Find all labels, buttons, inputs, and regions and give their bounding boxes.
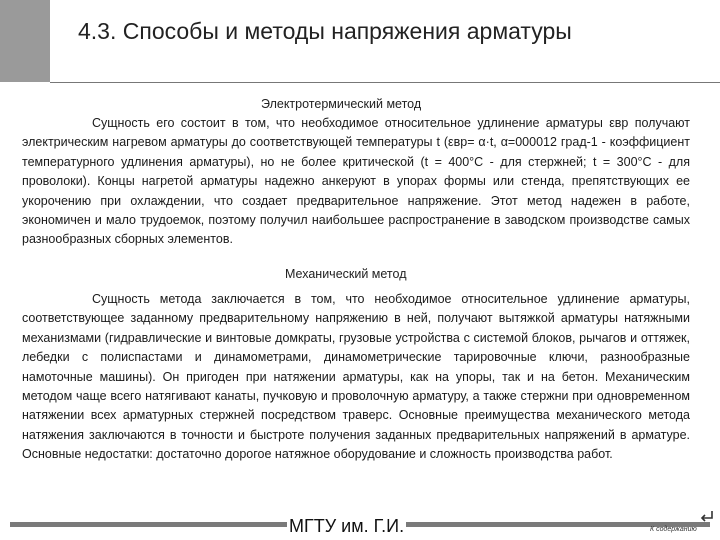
title-accent-bar [0,0,50,82]
section-text-mechanical: Сущность метода заключается в том, что необходимое относительное удлинение арматуры, соответствующее заданному предварительному напряжению в ней, получают вытяжкой арматуры натяжными механизмами (гидравлические и винтовые домкраты, грузовые устройства с системой блоков, рычагов и оттяжек, лебедки с полиспастами и динамометрами, динамометрические тарировочные ключи, разнообразные намоточные машины). Он пригоден при натяжении арматуры, как на упоры, так и на бетон. Механическим методом чаще всего натягивают канаты, пучковую и проволочную арматуру, а также стержни при одновременном натяжении всех арматурных стержней посредством траверс. Основные преимущества механического метода натяжения заключаются в точности и быстроте получения заданных предварительных напряжений в арматуре. Основные недостатки: достаточно дорогое натяжное оборудование и сложность производства работ. [22,292,690,462]
title-divider [50,82,720,83]
back-to-contents-link[interactable]: К содержанию [650,526,697,533]
footer-institution: МГТУ им. Г.И. [289,516,405,536]
section-text-electrothermal: Сущность его состоит в том, что необходимое относительное удлинение арматуры εвр получают электрическим нагревом арматуры до соответствующей температуры t (εвр= α·t, α=000012 град-1 - коэффициент температурного удлинения арматуры), но не более критической (t = 400°С - для стержней; t = 300°С - для проволоки). Концы нагретой арматуры надежно анкеруют в упорах формы или стенда, препятствующих ее укорочению при охлаждении, что создает предварительное напряжение. Этот метод надежен в работе, экономичен и мало трудоемок, поэтому получил наибольшее распространение в заводском производстве самых разнообразных сборных элементов. [22,116,690,247]
page-title: 4.3. Способы и методы напряжения арматуры [78,18,572,44]
return-arrow-icon[interactable] [698,508,716,526]
section-heading-mechanical: Механический метод [285,267,407,281]
section-heading-electrothermal: Электротермический метод [261,97,422,111]
